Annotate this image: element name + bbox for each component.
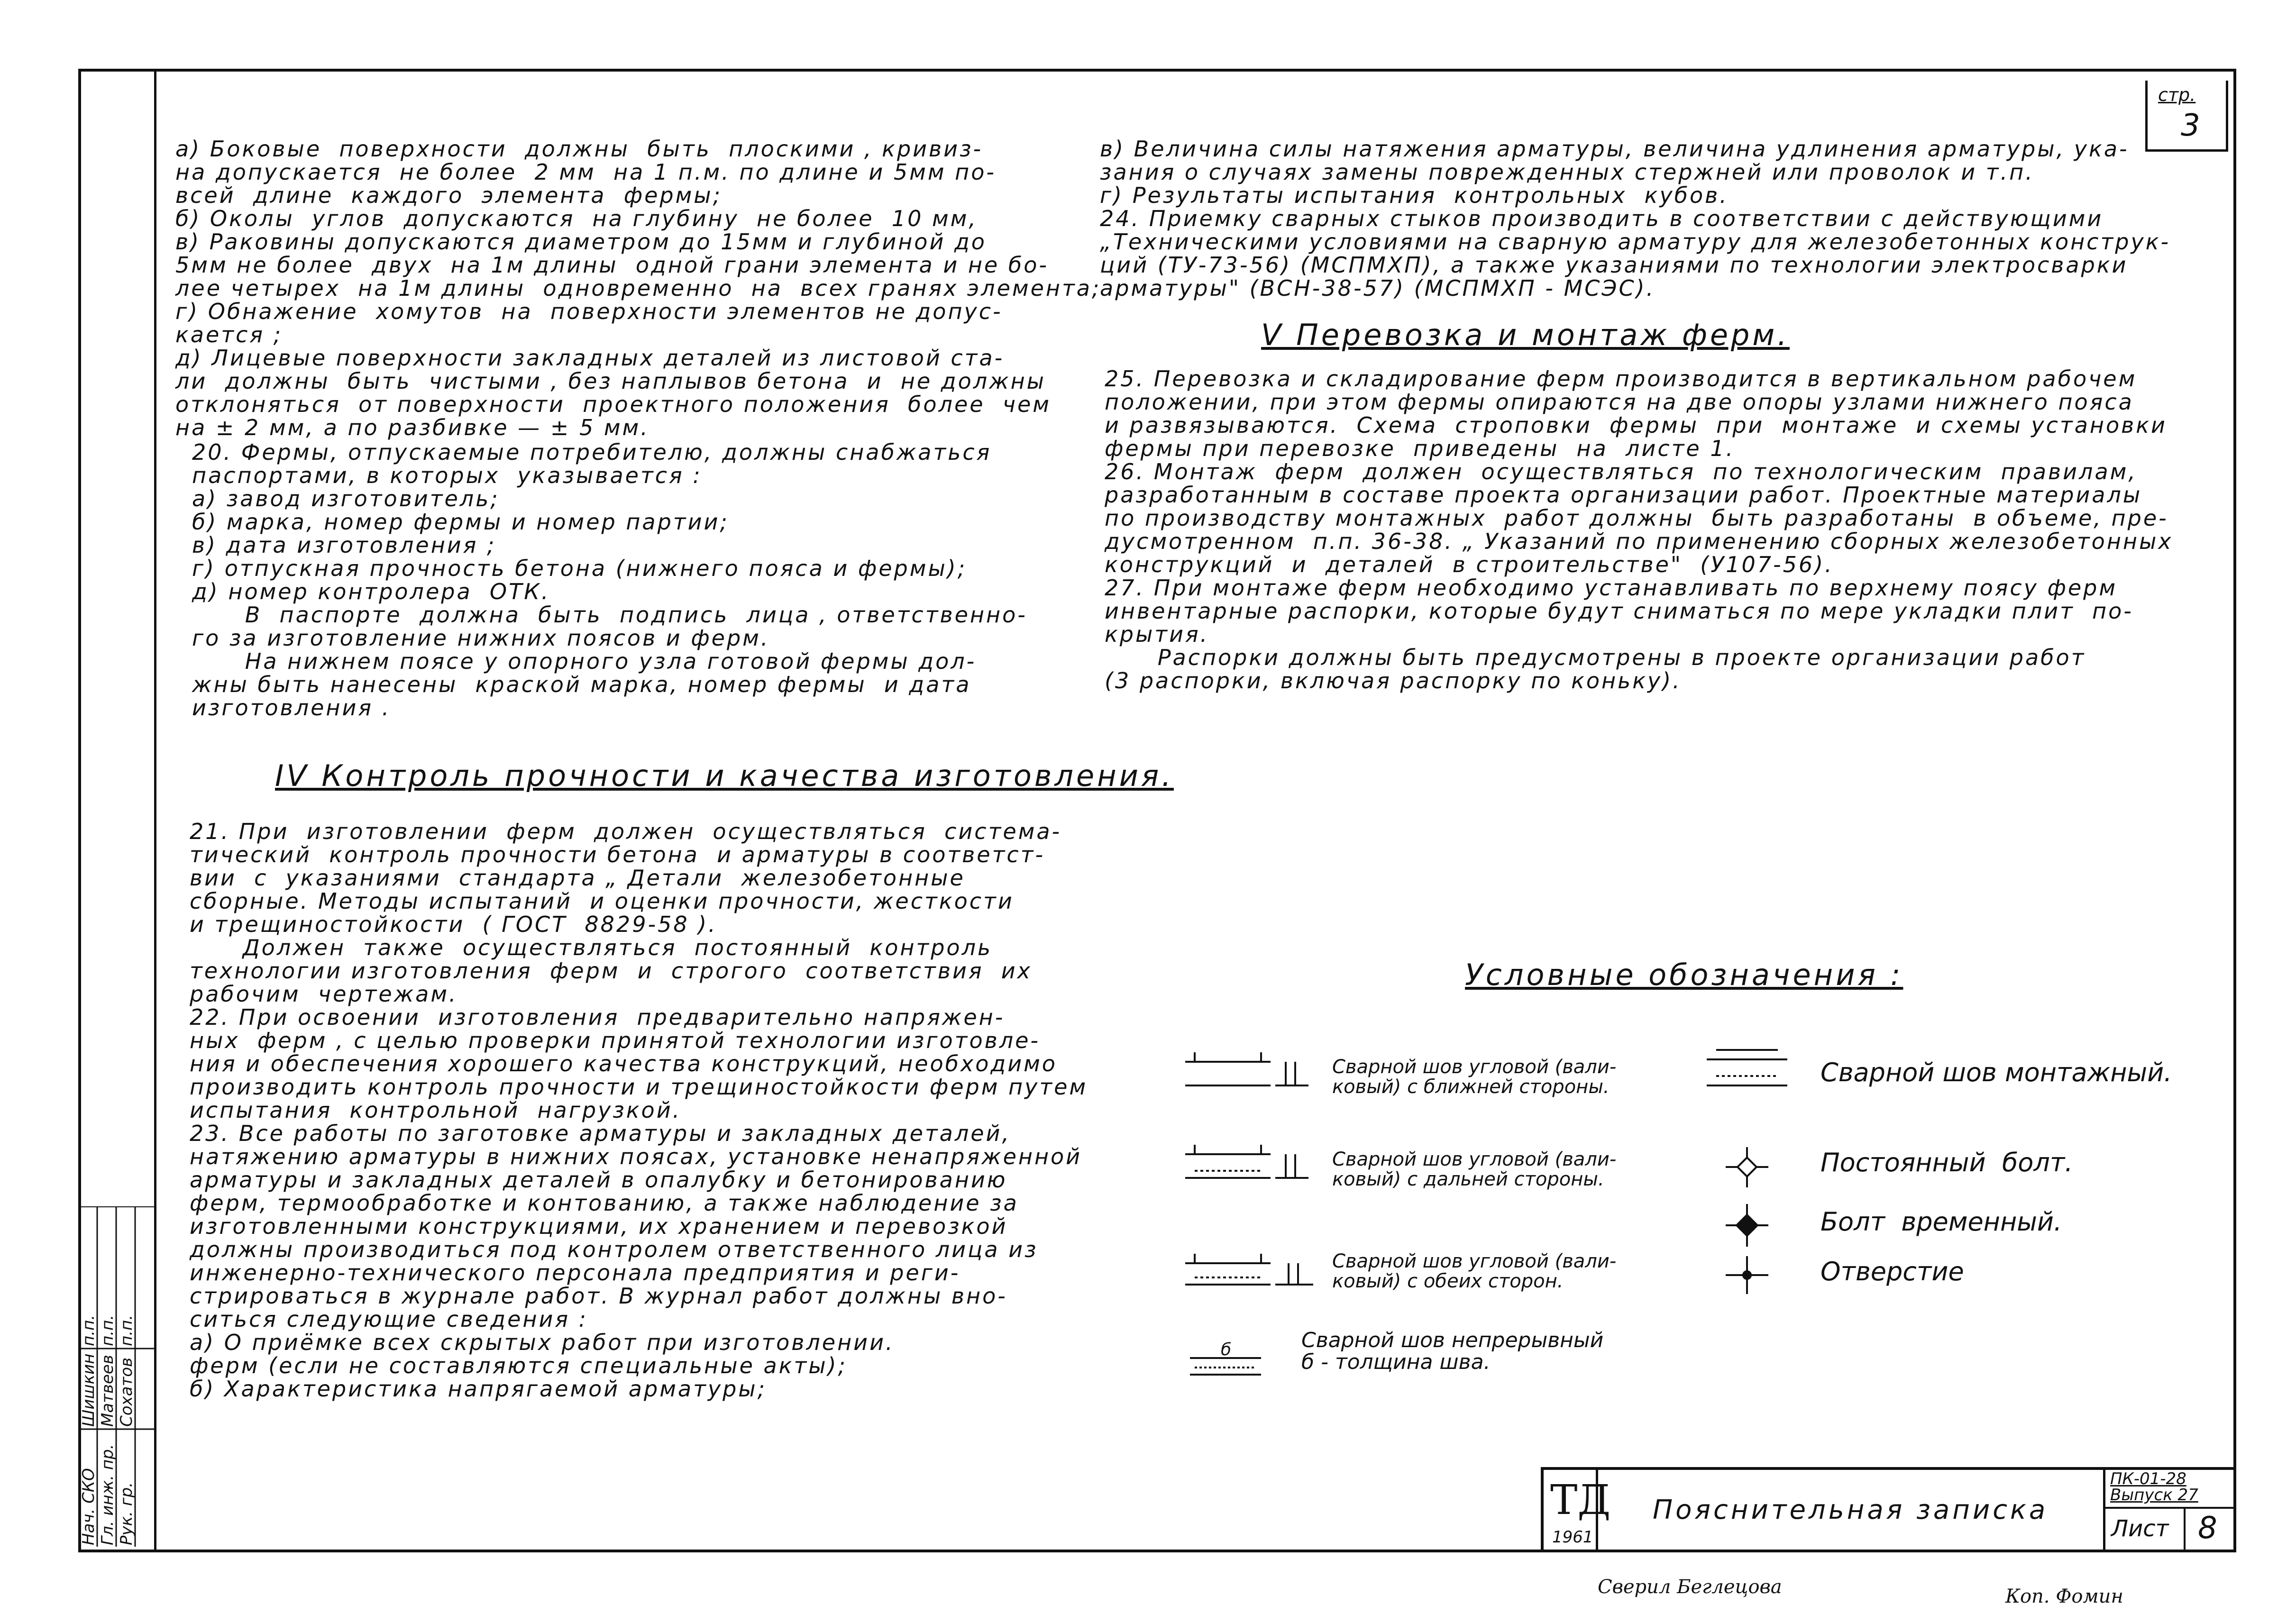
legend-weld-continuous: Сварной шов непрерывный б - толщина шва. (1301, 1328, 1604, 1374)
text-line: всей длине каждого элемента фермы; (175, 182, 723, 208)
signature-right: Коп. Фомин (2005, 1586, 2123, 1607)
text-line: разработанным в составе проекта организации работ. Проектные материалы (1105, 482, 2142, 508)
text-line: 21. При изготовлении ферм должен осуществляться система- (190, 819, 1062, 844)
text-line: сборные. Методы испытаний и оценки прочности, жесткости (190, 888, 1014, 914)
stamp-mark-3: п.п. (117, 1314, 136, 1346)
text-line: технологии изготовления ферм и строгого соответствия их (190, 958, 1032, 984)
text-line: ния и обеспечения хорошего качества конструкций, необходимо (190, 1051, 1057, 1076)
text-line: паспортами, в которых указывается : (192, 463, 702, 488)
text-line: в) Раковины допускаются диаметром до 15мм и глубиной до (175, 229, 987, 255)
section-5-heading: V Перевозка и монтаж ферм. (1261, 318, 1790, 352)
legend-bolt-permanent: Постоянный болт. (1820, 1148, 2073, 1177)
text-line: б) Характеристика напрягаемой арматуры; (190, 1376, 767, 1402)
legend-weld-far: Сварной шов угловой (вали- ковый) с дальней стороны. (1332, 1149, 1617, 1190)
text-line: на ± 2 мм, а по разбивке — ± 5 мм. (175, 415, 649, 440)
text-line: должны производиться под контролем ответственного лица из (190, 1237, 1038, 1262)
text-line: г) отпускная прочность бетона (нижнего пояса и фермы); (192, 556, 967, 581)
text-line: и трещиностойкости ( ГОСТ 8829-58 ). (190, 912, 717, 937)
logo-year: 1961 (1552, 1528, 1593, 1547)
document-title: Пояснительная записка (1653, 1495, 2049, 1525)
legend-weld-near: Сварной шов угловой (вали- ковый) с ближней стороны. (1332, 1056, 1617, 1098)
text-line: тический контроль прочности бетона и арматуры в соответст- (190, 842, 1045, 867)
text-line: ферм, термообработке и контованию, а также наблюдение за (190, 1190, 1019, 1216)
text-line: (3 распорки, включая распорку по коньку). (1105, 668, 1682, 693)
legend-weld-assembly: Сварной шов монтажный. (1820, 1058, 2172, 1087)
text-line: крытия. (1105, 621, 1209, 647)
stamp-mark-1: п.п. (79, 1314, 98, 1346)
text-line: ных ферм , с целью проверки принятой технологии изготовле- (190, 1028, 1041, 1053)
text-line: а) завод изготовитель; (192, 486, 500, 511)
legend-title: Условные обозначения : (1465, 957, 1903, 992)
title-block-divider (2105, 1507, 2236, 1509)
text-line: 23. Все работы по заготовке арматуры и закладных деталей, (190, 1121, 1011, 1146)
text-line: д) номер контролера ОТК. (192, 579, 550, 604)
text-line: по производству монтажных работ должны быть разработаны в объеме, пре- (1105, 505, 2168, 531)
text-line: В паспорте должна быть подпись лица , ответственно- (192, 602, 1027, 628)
text-line: дусмотренном п.п. 36-38. „ Указаний по применению сборных железобетонных (1105, 529, 2173, 554)
text-line: вии с указаниями стандарта „ Детали железобетонные (190, 865, 965, 891)
text-line: На нижнем поясе у опорного узла готовой фермы дол- (192, 648, 977, 674)
text-line: ситься следующие сведения : (190, 1306, 588, 1332)
text-line: 24. Приемку сварных стыков производить в соответствии с действующими (1100, 206, 2104, 231)
text-line: 20. Фермы, отпускаемые потребителю, должны снабжаться (192, 439, 992, 465)
text-line: кается ; (175, 322, 283, 347)
text-line: арматуры и закладных деталей в опалубку и бетонированию (190, 1167, 1007, 1193)
series-code (2110, 1471, 2198, 1503)
logo-text: ТД (1550, 1477, 1611, 1524)
text-line: д) Лицевые поверхности закладных деталей из листовой ста- (175, 345, 1005, 371)
stamp-mark-2: п.п. (98, 1314, 117, 1346)
legend-hole: Отверстие (1820, 1257, 1964, 1286)
text-line: 5мм не более двух на 1м длины одной грани элемента и не бо- (175, 252, 1049, 278)
left-intro-text (175, 137, 1101, 439)
text-line: б) марка, номер фермы и номер партии; (192, 509, 729, 535)
text-line: б) Околы углов допускаются на глубину не более 10 мм, (175, 206, 978, 231)
right-top-text (1100, 137, 2170, 300)
stamp-role-2: Гл. инж. пр. (98, 1444, 117, 1545)
item-20-text (192, 441, 1027, 720)
text-line: натяжению арматуры в нижних поясах, установке ненапряженной (190, 1144, 1082, 1169)
legend-weld-continuous-mark: б (1221, 1340, 1232, 1359)
text-line: а) О приёмке всех скрытых работ при изготовлении. (190, 1330, 895, 1355)
text-line: арматуры" (ВСН-38-57) (МСПМХП - МСЭС). (1100, 275, 1656, 301)
legend-bolt-temporary: Болт временный. (1820, 1207, 2062, 1237)
page-label: стр. (2158, 84, 2196, 105)
title-block-divider-v (2184, 1507, 2186, 1550)
text-line: и развязываются. Схема строповки фермы при монтаже и схемы установки (1105, 412, 2167, 438)
stamp-role-1: Нач. СКО (79, 1468, 98, 1545)
text-line: жны быть нанесены краской марка, номер фермы и дата (192, 672, 971, 697)
text-line: 27. При монтаже ферм необходимо устанавливать по верхнему поясу ферм (1105, 575, 2118, 601)
title-block (1541, 1467, 2233, 1550)
td-logo (1544, 1470, 1611, 1550)
text-line: отклоняться от поверхности проектного положения более чем (175, 392, 1051, 417)
text-line: на допускается не более 2 мм на 1 п.м. по длине и 5мм по- (175, 159, 996, 185)
text-line: ли должны быть чистыми , без наплывов бетона и не должны (175, 368, 1046, 394)
series-code-line-1: ПК-01-28 (2110, 1469, 2186, 1488)
page-number: 3 (2181, 108, 2200, 143)
text-line: г) Результаты испытания контрольных кубов. (1100, 182, 1729, 208)
stamp-name-2: Матвеев (98, 1355, 117, 1427)
text-line: испытания контрольной нагрузкой. (190, 1097, 682, 1123)
text-line: 25. Перевозка и складирование ферм производится в вертикальном рабочем (1105, 366, 2137, 392)
section-5-text (1105, 367, 2173, 693)
series-code-line-2: Выпуск 27 (2110, 1486, 2198, 1504)
text-line: 26. Монтаж ферм должен осуществляться по технологическим правилам, (1105, 459, 2137, 484)
text-line: „Техническими условиями на сварную арматуру для железобетонных конструк- (1100, 229, 2171, 255)
text-line: лее четырех на 1м длины одновременно на всех гранях элемента; (175, 275, 1101, 301)
text-line: г) Обнажение хомутов на поверхности элементов не допус- (175, 299, 1003, 324)
text-line: Должен также осуществляться постоянный контроль (190, 935, 993, 960)
text-line: ферм (если не составляются специальные акты); (190, 1353, 848, 1378)
text-line: Распорки должны быть предусмотрены в проекте организации работ (1105, 645, 2086, 670)
text-line: изготовления . (192, 695, 391, 720)
section-4-text (190, 820, 1088, 1401)
text-line: в) Величина силы натяжения арматуры, величина удлинения арматуры, ука- (1100, 136, 2129, 162)
text-line: 22. При освоении изготовления предварительно напряжен- (190, 1004, 1005, 1030)
text-line: инвентарные распорки, которые будут сниматься по мере укладки плит по- (1105, 598, 2133, 624)
text-line: изготовленными конструкциями, их хранением и перевозкой (190, 1213, 1008, 1239)
text-line: стрироваться в журнале работ. В журнал работ должны вно- (190, 1283, 1007, 1309)
signature-left: Сверил Беглецова (1598, 1576, 1782, 1598)
text-line: зания о случаях замены поврежденных стержней или проволок и т.п. (1100, 159, 2034, 185)
text-line: конструкций и деталей в строительстве" (У107-56). (1105, 552, 1834, 577)
text-line: а) Боковые поверхности должны быть плоскими , кривиз- (175, 136, 983, 162)
text-line: рабочим чертежам. (190, 981, 458, 1007)
legend-weld-both: Сварной шов угловой (вали- ковый) с обеих сторон. (1332, 1250, 1617, 1292)
sheet-number: 8 (2198, 1511, 2217, 1546)
text-line: положении, при этом фермы опираются на две опоры узлами нижнего пояса (1105, 389, 2134, 415)
text-line: фермы при перевозке приведены на листе 1. (1105, 436, 1735, 461)
stamp-name-3: Сохатов (117, 1357, 136, 1427)
stamp-name-1: Шишкин (79, 1353, 98, 1427)
section-4-heading: IV Контроль прочности и качества изготовления. (275, 758, 1174, 793)
text-line: инженерно-технического персонала предприятия и реги- (190, 1260, 960, 1286)
text-line: ций (ТУ-73-56) (МСПМХП), а также указаниями по технологии электросварки (1100, 252, 2128, 278)
sheet-label: Лист (2111, 1515, 2169, 1542)
text-line: го за изготовление нижних поясов и ферм. (192, 625, 770, 651)
text-line: производить контроль прочности и трещиностойкости ферм путем (190, 1074, 1088, 1100)
stamp-role-3: Рук. гр. (117, 1482, 136, 1545)
approval-stamp (78, 1206, 154, 1547)
title-block-right (2103, 1470, 2236, 1550)
text-line: в) дата изготовления ; (192, 532, 496, 558)
